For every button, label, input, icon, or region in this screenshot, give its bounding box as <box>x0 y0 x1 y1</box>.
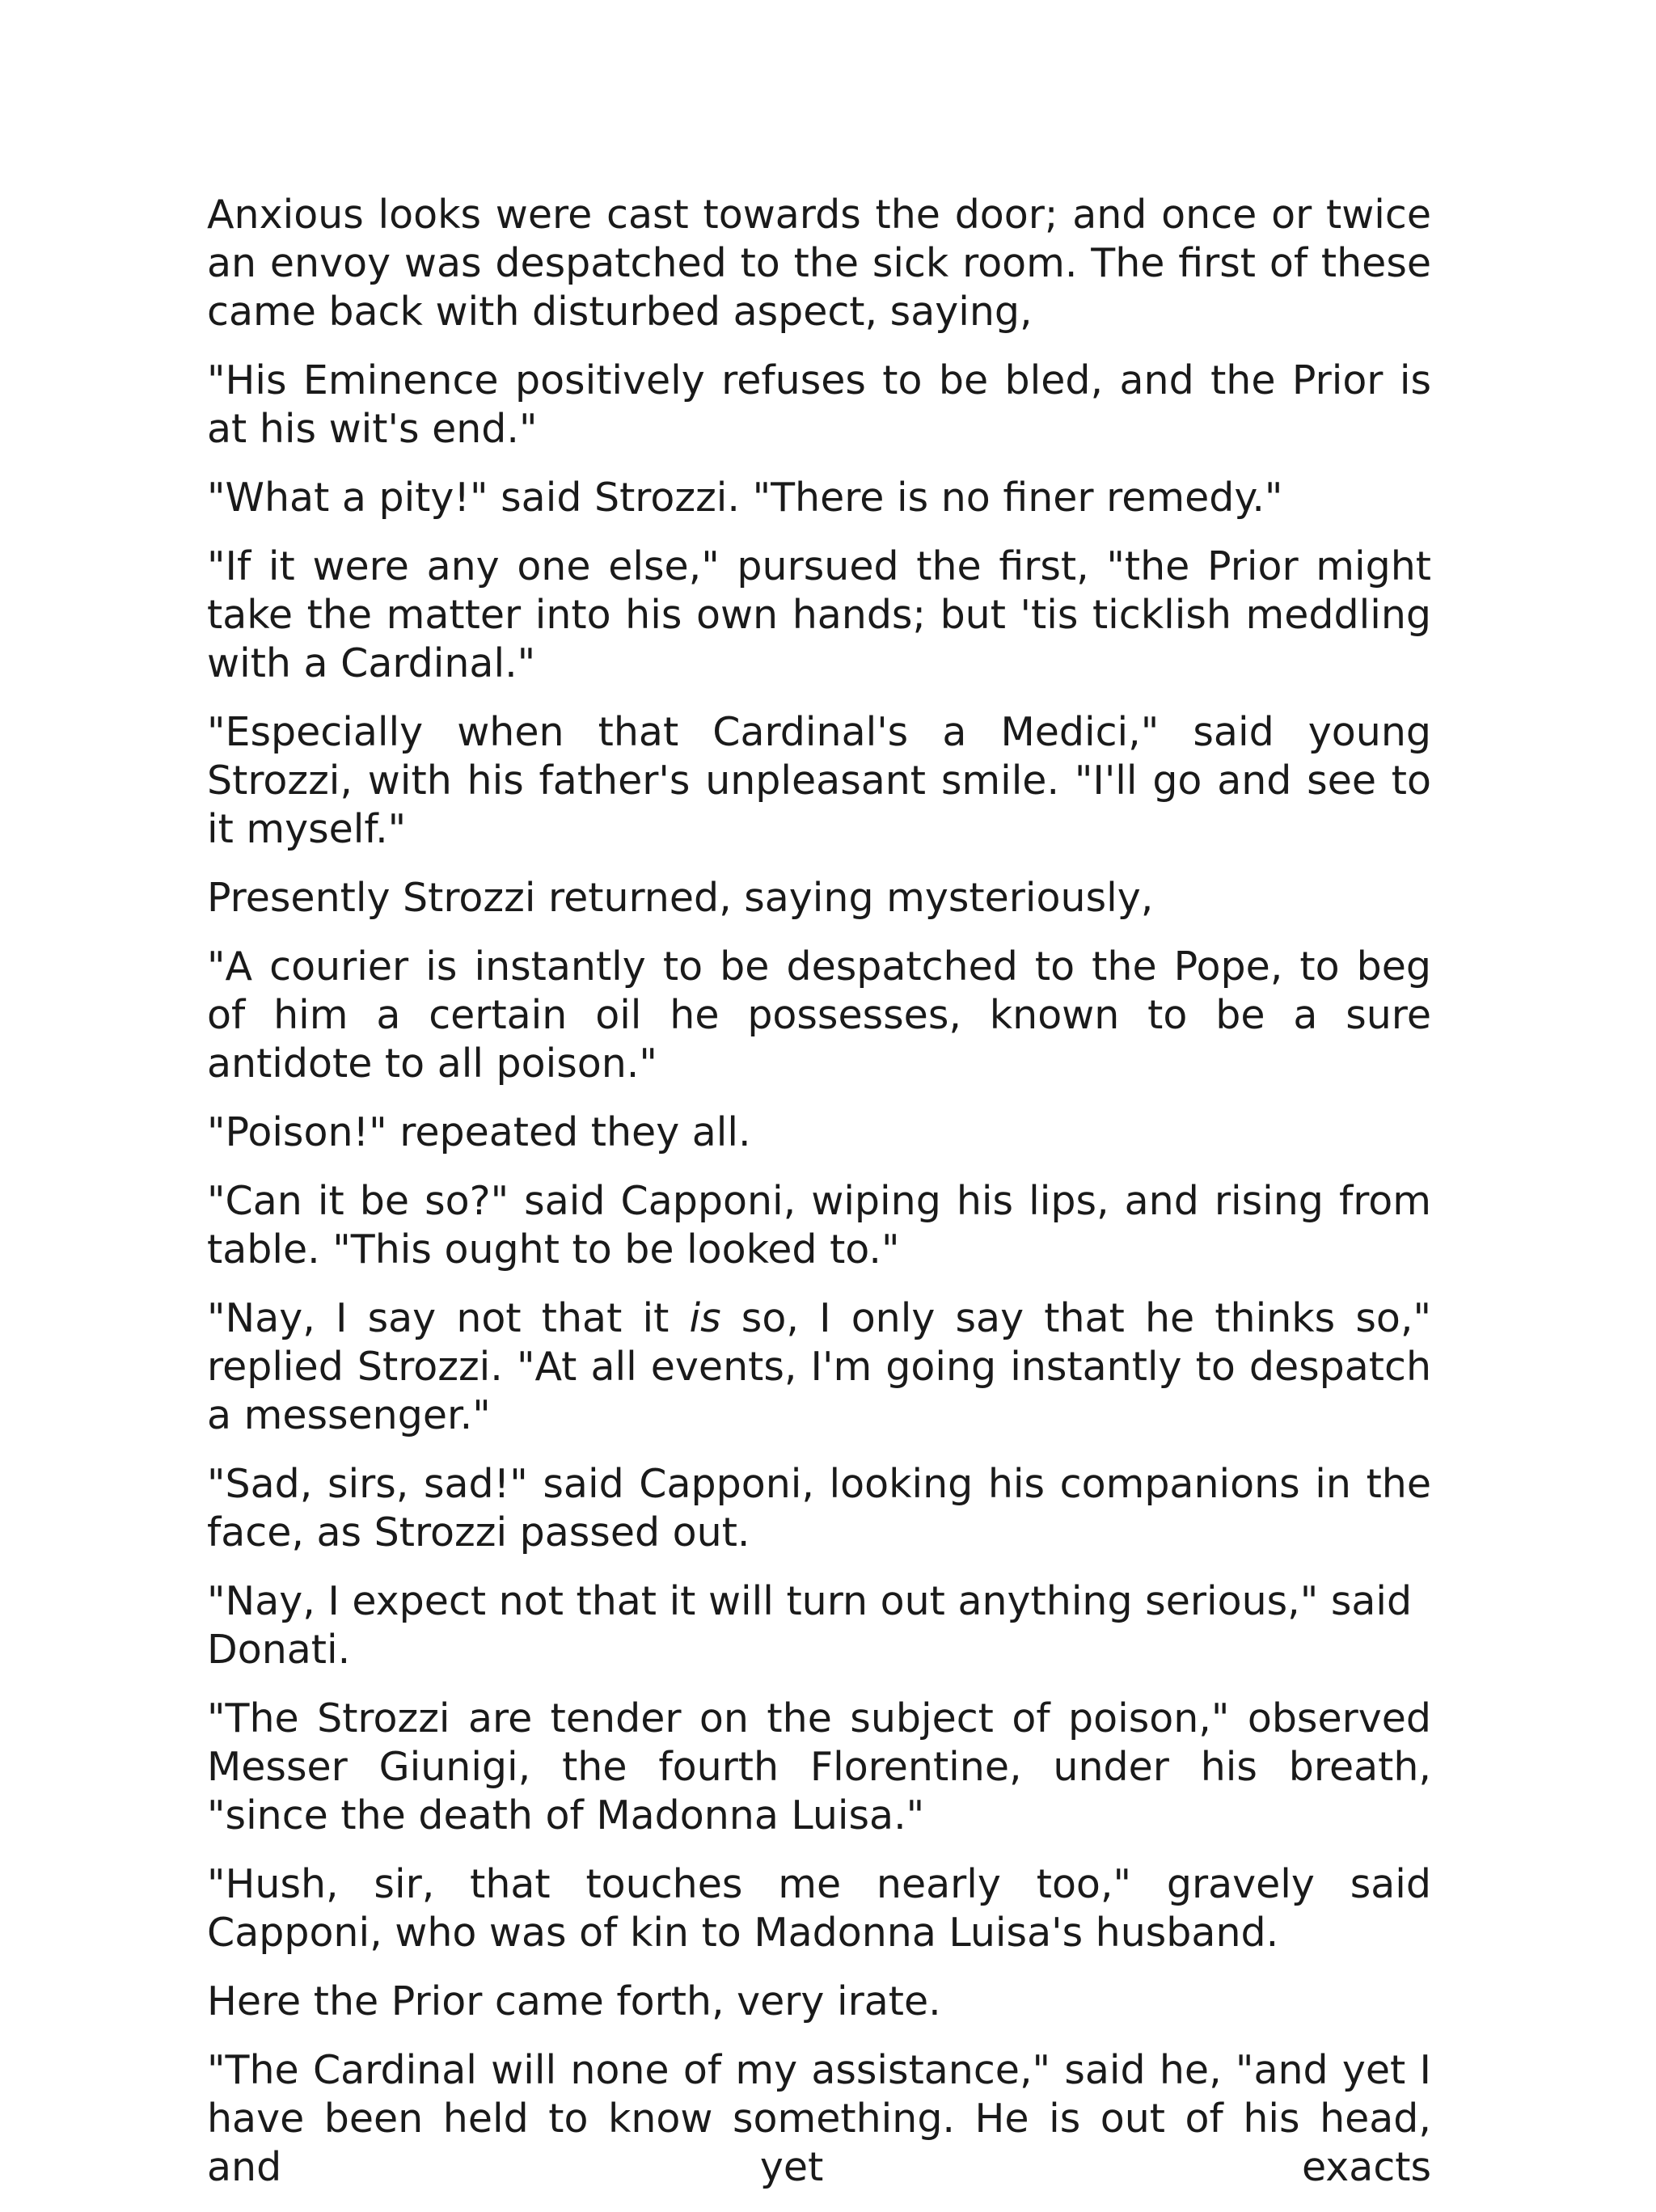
page-body <box>207 191 1431 2212</box>
paragraph-13: "The Strozzi are tender on the subject of poison," observed Messer Giunigi, the fourth Florentine, under his breath, "since the death of Madonna Luisa." <box>207 1695 1431 1838</box>
paragraph-16: "The Cardinal will none of my assistance," said he, "and yet I have been held to know something. He is out of his head, and yet exacts <box>207 2047 1431 2190</box>
paragraph-7: "A courier is instantly to be despatched to the Pope, to beg of him a certain oil he possesses, known to be a sure antidote to all poison." <box>207 943 1431 1087</box>
paragraph-11: "Sad, sirs, sad!" said Capponi, looking his companions in the face, as Strozzi passed out. <box>207 1461 1431 1556</box>
paragraph-9: "Can it be so?" said Capponi, wiping his lips, and rising from table. "This ought to be looked to." <box>207 1178 1431 1273</box>
paragraph-2: "His Eminence positively refuses to be bled, and the Prior is at his wit's end." <box>207 357 1431 452</box>
paragraph-3: "What a pity!" said Strozzi. "There is no finer remedy." <box>207 475 1283 521</box>
paragraph-1: Anxious looks were cast towards the door; and once or twice an envoy was despatched to the sick room. The first of these came back with disturbed aspect, saying, <box>207 192 1431 335</box>
paragraph-10-after: so, I only say that he thinks so," replied Strozzi. "At all events, I'm going instantly to despatch a messenger." <box>207 1295 1431 1438</box>
paragraph-10-emphasis: is <box>689 1295 721 1341</box>
paragraph-6: Presently Strozzi returned, saying mysteriously, <box>207 875 1154 921</box>
paragraph-4: "If it were any one else," pursued the first, "the Prior might take the matter into his own hands; but 'tis ticklish meddling with a Cardinal." <box>207 543 1431 686</box>
paragraph-15: Here the Prior came forth, very irate. <box>207 1978 941 2024</box>
paragraph-10 <box>207 1294 1431 1440</box>
paragraph-8: "Poison!" repeated they all. <box>207 1109 751 1155</box>
paragraph-10-before: "Nay, I say not that it <box>207 1295 690 1341</box>
paragraph-14: "Hush, sir, that touches me nearly too," gravely said Capponi, who was of kin to Madonna Luisa's husband. <box>207 1861 1431 1956</box>
paragraph-12: "Nay, I expect not that it will turn out anything serious," said Donati. <box>207 1578 1413 1673</box>
paragraph-5: "Especially when that Cardinal's a Medici," said young Strozzi, with his father's unpleasant smile. "I'll go and see to it myself." <box>207 709 1431 852</box>
